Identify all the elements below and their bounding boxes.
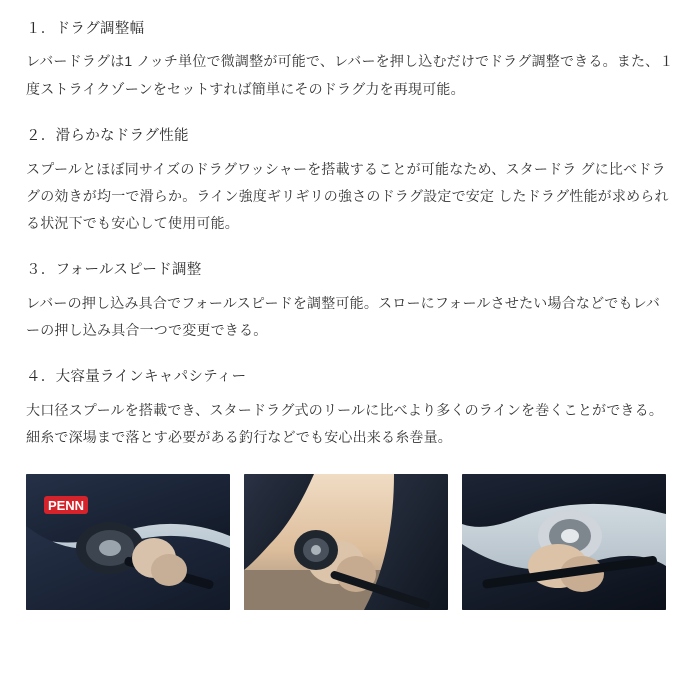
photo-reel-closeup-sunset-graphic bbox=[244, 474, 448, 610]
section-body: スプールとほぼ同サイズのドラグワッシャーを搭載することが可能なため、スタードラ グに比べドラグの効きが均一で滑らか。ライン強度ギリギリの強さのドラグ設定で安定 したドラグ性能が求められる状況下でも安心して使用可能。 bbox=[26, 160, 669, 232]
svg-text:PENN: PENN bbox=[47, 497, 85, 513]
photo-spinning-reel-in-hand-graphic bbox=[462, 474, 666, 610]
photo-reel-with-penn-sticker bbox=[26, 474, 230, 610]
photo-spinning-reel-in-hand bbox=[462, 474, 666, 610]
section-heading: ４．大容量ラインキャパシティー bbox=[26, 369, 247, 386]
section-smooth-drag-performance bbox=[26, 125, 674, 237]
section-body: レバードラグは1 ノッチ単位で微調整が可能で、レバーを押し込むだけでドラグ調整できる。また、１度ストライクゾーンをセットすれば簡単にそのドラグ力を再現可能。 bbox=[26, 53, 674, 97]
image-gallery bbox=[26, 474, 674, 610]
section-body: レバーの押し込み具合でフォールスピードを調整可能。スローにフォールさせたい場合などでもレバーの押し込み具合一つで変更できる。 bbox=[26, 294, 661, 339]
section-heading: ２．滑らかなドラグ性能 bbox=[26, 128, 189, 145]
section-large-line-capacity bbox=[26, 366, 674, 451]
section-heading: ３．フォールスピード調整 bbox=[26, 262, 202, 279]
section-drag-adjustment-range bbox=[26, 18, 674, 103]
section-body: 大口径スプールを搭載でき、スタードラグ式のリールに比べより多くのラインを巻くことができる。細糸で深場まで落とす必要がある釣行などでも安心出来る糸巻量。 bbox=[26, 401, 664, 446]
section-fall-speed-adjustment bbox=[26, 259, 674, 344]
photo-reel-with-penn-sticker-graphic bbox=[26, 474, 230, 610]
section-heading: １．ドラグ調整幅 bbox=[26, 21, 145, 37]
photo-reel-closeup-sunset bbox=[244, 474, 448, 610]
